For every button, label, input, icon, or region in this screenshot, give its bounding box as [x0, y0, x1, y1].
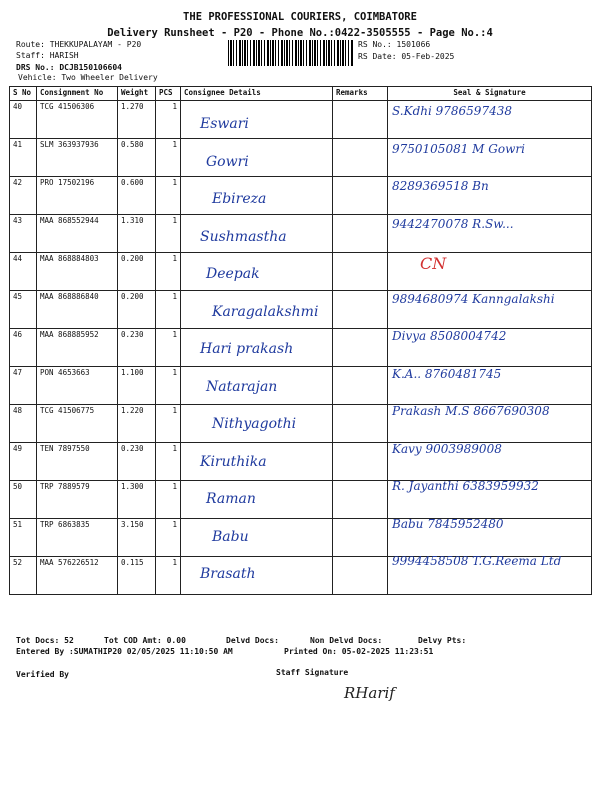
consignee-handwritten-name: Natarajan — [206, 378, 278, 395]
table-row — [10, 443, 592, 481]
row-weight: 1.220 — [118, 405, 156, 443]
consignee-handwritten-name: Karagalakshmi — [212, 303, 319, 320]
row-consignment-no: TCG 41506306 — [37, 101, 118, 139]
row-consignment-no: TRP 7889579 — [37, 481, 118, 519]
row-consignment-no: PON 4653663 — [37, 367, 118, 405]
table-row — [10, 253, 592, 291]
col-sno: S No — [10, 87, 37, 101]
row-consignment-no: TEN 7897550 — [37, 443, 118, 481]
row-sno: 45 — [10, 291, 37, 329]
row-consignment-no: TCG 41506775 — [37, 405, 118, 443]
consignee-handwritten-name: Hari prakash — [200, 341, 294, 357]
row-pcs: 1 — [156, 139, 181, 177]
row-sno: 49 — [10, 443, 37, 481]
row-pcs: 1 — [156, 291, 181, 329]
row-consignment-no: MAA 868884803 — [37, 253, 118, 291]
row-weight: 0.230 — [118, 443, 156, 481]
row-pcs: 1 — [156, 101, 181, 139]
row-pcs: 1 — [156, 405, 181, 443]
tot-docs: Tot Docs: 52 — [16, 636, 74, 645]
row-sno: 51 — [10, 519, 37, 557]
row-sno: 50 — [10, 481, 37, 519]
row-remarks — [333, 443, 388, 481]
seal-handwritten-signature: R. Jayanthi 6383959932 — [392, 479, 539, 493]
table-row — [10, 177, 592, 215]
row-consignment-no: MAA 868552944 — [37, 215, 118, 253]
staff-signature-mark: RHarif — [344, 684, 395, 702]
table-row — [10, 367, 592, 405]
verified-by: Verified By — [16, 670, 69, 679]
row-remarks — [333, 405, 388, 443]
seal-handwritten-signature: 9442470078 R.Sw... — [392, 216, 514, 231]
seal-handwritten-signature: 9894680974 Kanngalakshi — [392, 291, 555, 306]
row-weight: 0.580 — [118, 139, 156, 177]
row-consignee — [181, 519, 333, 557]
row-remarks — [333, 215, 388, 253]
consignee-handwritten-name: Brasath — [200, 566, 256, 582]
row-seal — [388, 253, 592, 291]
row-consignment-no: MAA 868885952 — [37, 329, 118, 367]
consignee-handwritten-name: Eswari — [200, 116, 249, 132]
route-label: Route: THEKKUPALAYAM - P20 — [16, 40, 142, 49]
consignee-handwritten-name: Raman — [206, 491, 256, 507]
row-pcs: 1 — [156, 443, 181, 481]
row-pcs: 1 — [156, 215, 181, 253]
col-weight: Weight — [118, 87, 156, 101]
row-weight: 1.100 — [118, 367, 156, 405]
rs-number: RS No.: 1501066 — [358, 40, 431, 49]
row-consignee — [181, 481, 333, 519]
consignee-handwritten-name: Babu — [212, 528, 249, 545]
row-consignment-no: MAA 576226512 — [37, 557, 118, 595]
seal-handwritten-signature: Kavy 9003989008 — [392, 441, 502, 456]
seal-handwritten-signature: 9994458508 T.G.Reema Ltd — [392, 554, 562, 568]
col-consignee: Consignee Details — [181, 87, 333, 101]
seal-handwritten-signature: Prakash M.S 8667690308 — [392, 404, 550, 418]
row-remarks — [333, 101, 388, 139]
seal-handwritten-signature: CN — [420, 254, 447, 273]
row-weight: 1.300 — [118, 481, 156, 519]
row-pcs: 1 — [156, 557, 181, 595]
row-sno: 43 — [10, 215, 37, 253]
company-title: THE PROFESSIONAL COURIERS, COIMBATORE — [183, 11, 417, 23]
row-pcs: 1 — [156, 253, 181, 291]
row-sno: 42 — [10, 177, 37, 215]
table-header-row — [10, 87, 592, 101]
col-remarks: Remarks — [333, 87, 388, 101]
seal-handwritten-signature: 8289369518 Bn — [392, 179, 489, 193]
seal-handwritten-signature: 9750105081 M Gowri — [392, 141, 525, 156]
row-sno: 47 — [10, 367, 37, 405]
row-sno: 52 — [10, 557, 37, 595]
consignee-handwritten-name: Nithyagothi — [212, 416, 297, 432]
row-remarks — [333, 481, 388, 519]
row-consignment-no: MAA 868886840 — [37, 291, 118, 329]
row-sno: 44 — [10, 253, 37, 291]
staff-signature-label: Staff Signature — [276, 668, 349, 677]
barcode-image — [228, 40, 354, 66]
table-row — [10, 519, 592, 557]
col-pcs: PCS — [156, 87, 181, 101]
seal-handwritten-signature: Babu 7845952480 — [392, 516, 504, 531]
row-weight: 0.200 — [118, 291, 156, 329]
col-consignment: Consignment No — [37, 87, 118, 101]
row-consignment-no: SLM 363937936 — [37, 139, 118, 177]
runsheet-subtitle: Delivery Runsheet - P20 - Phone No.:0422-3505555 - Page No.:4 — [107, 27, 493, 39]
seal-handwritten-signature: K.A.. 8760481745 — [392, 366, 502, 381]
non-delvd-docs: Non Delvd Docs: — [310, 636, 383, 645]
row-weight: 1.270 — [118, 101, 156, 139]
row-consignee — [181, 139, 333, 177]
entered-by: Entered By :SUMATHIP20 02/05/2025 11:10:50 AM — [16, 647, 233, 656]
consignee-handwritten-name: Sushmastha — [200, 228, 287, 245]
row-weight: 0.600 — [118, 177, 156, 215]
row-remarks — [333, 139, 388, 177]
row-sno: 40 — [10, 101, 37, 139]
seal-handwritten-signature: Divya 8508004742 — [392, 329, 507, 343]
row-sno: 46 — [10, 329, 37, 367]
row-sno: 48 — [10, 405, 37, 443]
row-weight: 0.115 — [118, 557, 156, 595]
row-remarks — [333, 557, 388, 595]
consignee-handwritten-name: Gowri — [206, 153, 249, 170]
row-consignment-no: TRP 6863835 — [37, 519, 118, 557]
tot-cod: Tot COD Amt: 0.00 — [104, 636, 186, 645]
row-weight: 0.200 — [118, 253, 156, 291]
row-sno: 41 — [10, 139, 37, 177]
row-weight: 0.230 — [118, 329, 156, 367]
vehicle-label: Vehicle: Two Wheeler Delivery — [18, 73, 158, 82]
row-weight: 3.150 — [118, 519, 156, 557]
rs-date: RS Date: 05-Feb-2025 — [358, 52, 455, 61]
consignee-handwritten-name: Deepak — [206, 266, 260, 282]
row-pcs: 1 — [156, 177, 181, 215]
row-weight: 1.310 — [118, 215, 156, 253]
row-pcs: 1 — [156, 519, 181, 557]
row-remarks — [333, 519, 388, 557]
row-remarks — [333, 329, 388, 367]
row-pcs: 1 — [156, 329, 181, 367]
row-remarks — [333, 253, 388, 291]
drs-label: DRS No.: DCJB150106604 — [16, 63, 122, 72]
row-pcs: 1 — [156, 481, 181, 519]
consignee-handwritten-name: Kiruthika — [200, 453, 267, 470]
staff-label: Staff: HARISH — [16, 51, 79, 60]
row-remarks — [333, 367, 388, 405]
delvy-pts: Delvy Pts: — [418, 636, 467, 645]
row-consignment-no: PRO 17502196 — [37, 177, 118, 215]
seal-handwritten-signature: S.Kdhi 9786597438 — [392, 104, 512, 118]
consignee-handwritten-name: Ebireza — [212, 191, 267, 207]
row-remarks — [333, 291, 388, 329]
printed-on: Printed On: 05-02-2025 11:23:51 — [284, 647, 434, 656]
row-pcs: 1 — [156, 367, 181, 405]
col-seal: Seal & Signature — [388, 87, 592, 101]
row-remarks — [333, 177, 388, 215]
delvd-docs: Delvd Docs: — [226, 636, 279, 645]
